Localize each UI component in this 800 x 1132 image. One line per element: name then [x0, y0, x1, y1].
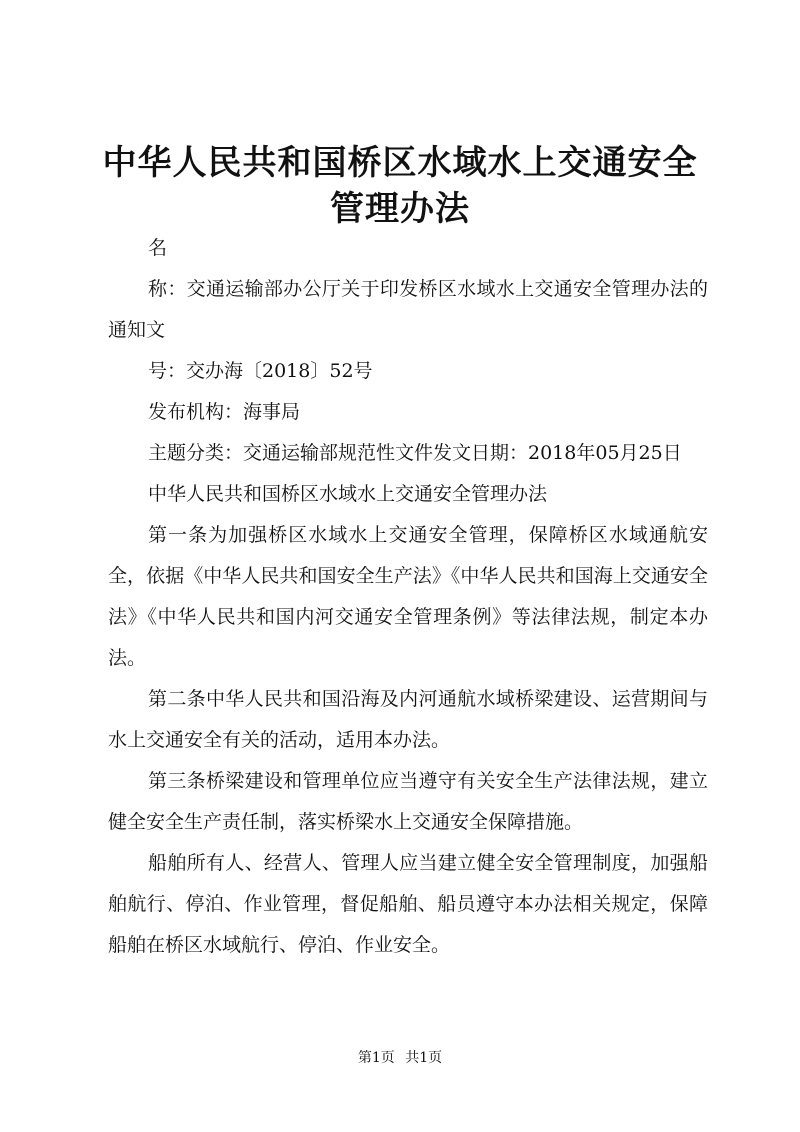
- paragraph-subtitle: 中华人民共和国桥区水域水上交通安全管理办法: [148, 483, 548, 505]
- document-body: [108, 228, 708, 966]
- paragraph-notice-title: 称：交通运输部办公厅关于印发桥区水域水上交通安全管理办法的通知文: [108, 278, 708, 341]
- paragraph-doc-number: 号：交办海〔2018〕52号: [148, 360, 373, 382]
- page-number: 第1页: [357, 1050, 395, 1066]
- paragraph-category-date: 主题分类：交通运输部规范性文件发文日期：2018年05月25日: [148, 442, 682, 464]
- paragraph-name: 名: [148, 237, 168, 259]
- paragraph-article-1: 第一条为加强桥区水域水上交通安全管理，保障桥区水域通航安全，依据《中华人民共和国安全生产法》《中华人民共和国海上交通安全法》《中华人民共和国内河交通安全管理条例》等法律法规，制定本办法。: [108, 524, 708, 669]
- page-total: 共1页: [405, 1050, 443, 1066]
- document-title: 中华人民共和国桥区水域水上交通安全管理办法: [102, 143, 698, 229]
- page-footer: [0, 1048, 800, 1068]
- paragraph-article-3: 第三条桥梁建设和管理单位应当遵守有关安全生产法律法规，建立健全安全生产责任制，落实桥梁水上交通安全保障措施。: [108, 770, 708, 833]
- paragraph-article-2: 第二条中华人民共和国沿海及内河通航水域桥梁建设、运营期间与水上交通安全有关的活动，适用本办法。: [108, 688, 708, 751]
- paragraph-issuer: 发布机构：海事局: [148, 401, 301, 423]
- paragraph-article-3-cont: 船舶所有人、经营人、管理人应当建立健全安全管理制度，加强船舶航行、停泊、作业管理，督促船舶、船员遵守本办法相关规定，保障船舶在桥区水域航行、停泊、作业安全。: [108, 852, 708, 956]
